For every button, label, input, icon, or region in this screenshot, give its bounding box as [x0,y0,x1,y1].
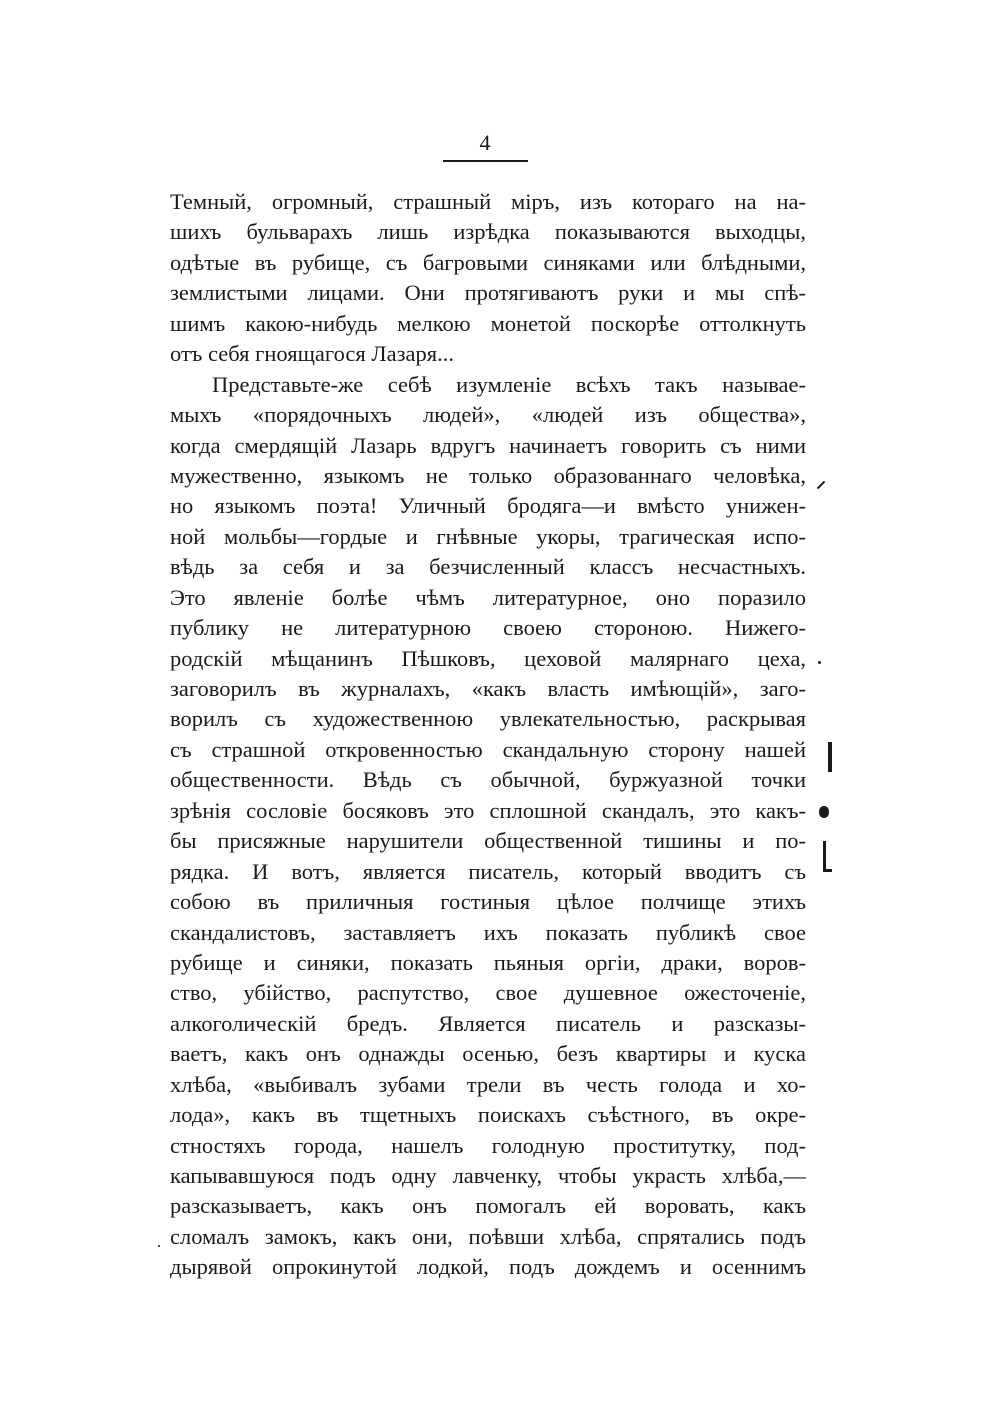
text-line: собою въ приличныя гостиныя цѣлое полчище этихъ [170,889,806,915]
text-line: родскій мѣщанинъ Пѣшковъ, цеховой малярнаго цеха, [170,645,806,671]
text-line: разсказываетъ, какъ онъ помогалъ ей воровать, какъ [170,1193,806,1219]
text-line: шимъ какою-нибудь мелкою монетой поскорѣе оттолкнуть [170,310,806,336]
margin-pencil-mark [828,742,832,772]
margin-pencil-mark [823,841,826,871]
margin-pencil-mark [817,481,825,489]
text-line: сломалъ замокъ, какъ они, поѣвши хлѣба, спрятались подъ [170,1223,806,1249]
text-line: зрѣнія сословіе босяковъ это сплошной скандалъ, это какъ- [170,797,806,823]
text-line: но языкомъ поэта! Уличный бродяга—и вмѣсто унижен- [170,493,806,519]
text-line: капывавшуюся подъ одну лавченку, чтобы украсть хлѣба,— [170,1163,806,1188]
paper-speck [158,1245,160,1247]
text-line: землистыми лицами. Они протягиваютъ руки и мы спѣ- [170,280,806,306]
text-line: съ страшной откровенностью скандальную сторону нашей [170,736,806,762]
header-rule [443,160,528,162]
text-line: вѣдь за себя и за безчисленный классъ несчастныхъ. [170,554,806,580]
margin-pencil-mark [818,661,821,664]
text-line: Представьте-же себѣ изумленіе всѣхъ такъ называе- [212,371,806,397]
text-line: рубище и синяки, показать пьяныя оргіи, драки, воров- [170,949,806,975]
text-line: мужественно, языкомъ не только образованнаго человѣка, [170,462,806,488]
text-line: шихъ бульварахъ лишь изрѣдка показываются выходцы, [170,219,806,245]
text-line: мыхъ «порядочныхъ людей», «людей изъ общества», [170,402,806,428]
text-line: публику не литературною своею стороною. Нижего- [170,615,806,641]
text-line: ваетъ, какъ онъ однажды осенью, безъ квартиры и куска [170,1041,806,1067]
margin-pencil-mark [823,869,832,872]
text-line: ство, убійство, распутство, свое душевное ожесточеніе, [170,980,806,1006]
text-line: отъ себя гноящагося Лазаря... [170,341,454,367]
text-line: скандалистовъ, заставляетъ ихъ показать публикѣ свое [170,919,806,945]
text-line: Темный, огромный, страшный міръ, изъ котораго на на- [170,189,806,214]
text-line: стностяхъ города, нашелъ голодную проститутку, под- [170,1132,806,1158]
text-line: бы присяжные нарушители общественной тишины и по- [170,828,806,854]
text-line: ворилъ съ художественною увлекательностью, раскрывая [170,706,806,732]
text-line: ной мольбы—гордые и гнѣвные укоры, трагическая испо- [170,523,806,549]
text-line: общественности. Вѣдь съ обычной, буржуазной точки [170,767,806,793]
text-line: одѣтые въ рубище, съ багровыми синяками или блѣдными, [170,249,806,275]
text-line: лода», какъ въ тщетныхъ поискахъ съѣстного, въ окре- [170,1102,806,1128]
text-line: алкоголическій бредъ. Является писатель и разсказы- [170,1010,806,1036]
text-line: когда смердящій Лазарь вдругъ начинаетъ говорить съ ними [170,432,806,458]
text-line: рядка. И вотъ, является писатель, который вводитъ съ [170,858,806,884]
text-line: Это явленіе болѣе чѣмъ литературное, оно поразило [170,584,806,610]
body-text [170,187,806,1283]
margin-ink-blot [819,806,829,818]
text-line: заговорилъ въ журналахъ, «какъ власть имѣющій», заго- [170,676,806,701]
text-line: хлѣба, «выбивалъ зубами трели въ честь голода и хо- [170,1071,806,1097]
page-number: 4 [479,130,491,155]
text-line: дырявой опрокинутой лодкой, подъ дождемъ и осеннимъ [170,1254,806,1280]
